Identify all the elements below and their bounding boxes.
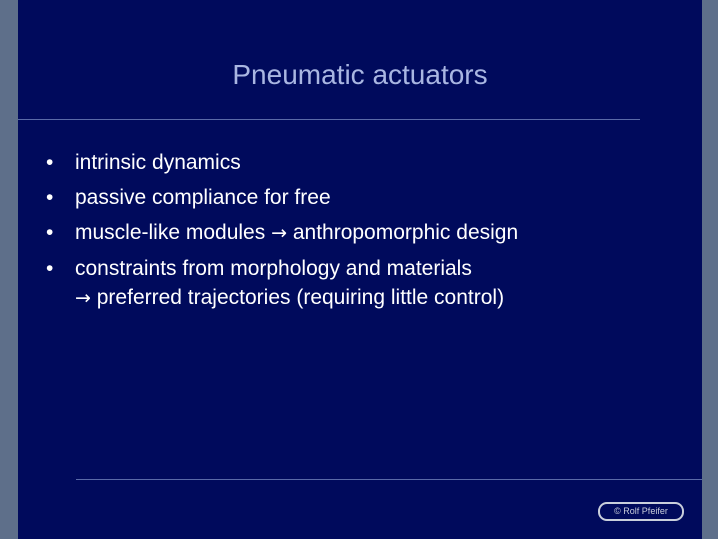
bullet-text: anthropomorphic design (287, 221, 519, 244)
bullet-item (44, 254, 518, 313)
right-arrow-icon: → (75, 287, 91, 309)
bullet-dot: • (46, 257, 54, 280)
bullet-text: constraints from morphology and materials (75, 257, 472, 280)
slide (18, 0, 702, 539)
footer-divider (76, 479, 702, 480)
bullet-item (44, 183, 518, 212)
bullet-list (44, 148, 518, 319)
right-arrow-icon: → (271, 222, 287, 244)
bullet-text: muscle-like modules (75, 221, 272, 244)
bullet-text: intrinsic dynamics (75, 151, 241, 174)
bullet-continuation: preferred trajectories (requiring little control) (90, 286, 505, 309)
bullet-text: passive compliance for free (75, 186, 331, 209)
copyright-badge: © Rolf Pfeifer (598, 502, 684, 521)
bullet-dot: • (46, 151, 54, 174)
bullet-item (44, 218, 518, 248)
bullet-item (44, 148, 518, 177)
title-divider (18, 119, 640, 120)
bullet-dot: • (46, 186, 54, 209)
bullet-dot: • (46, 221, 54, 244)
slide-title: Pneumatic actuators (232, 59, 488, 90)
